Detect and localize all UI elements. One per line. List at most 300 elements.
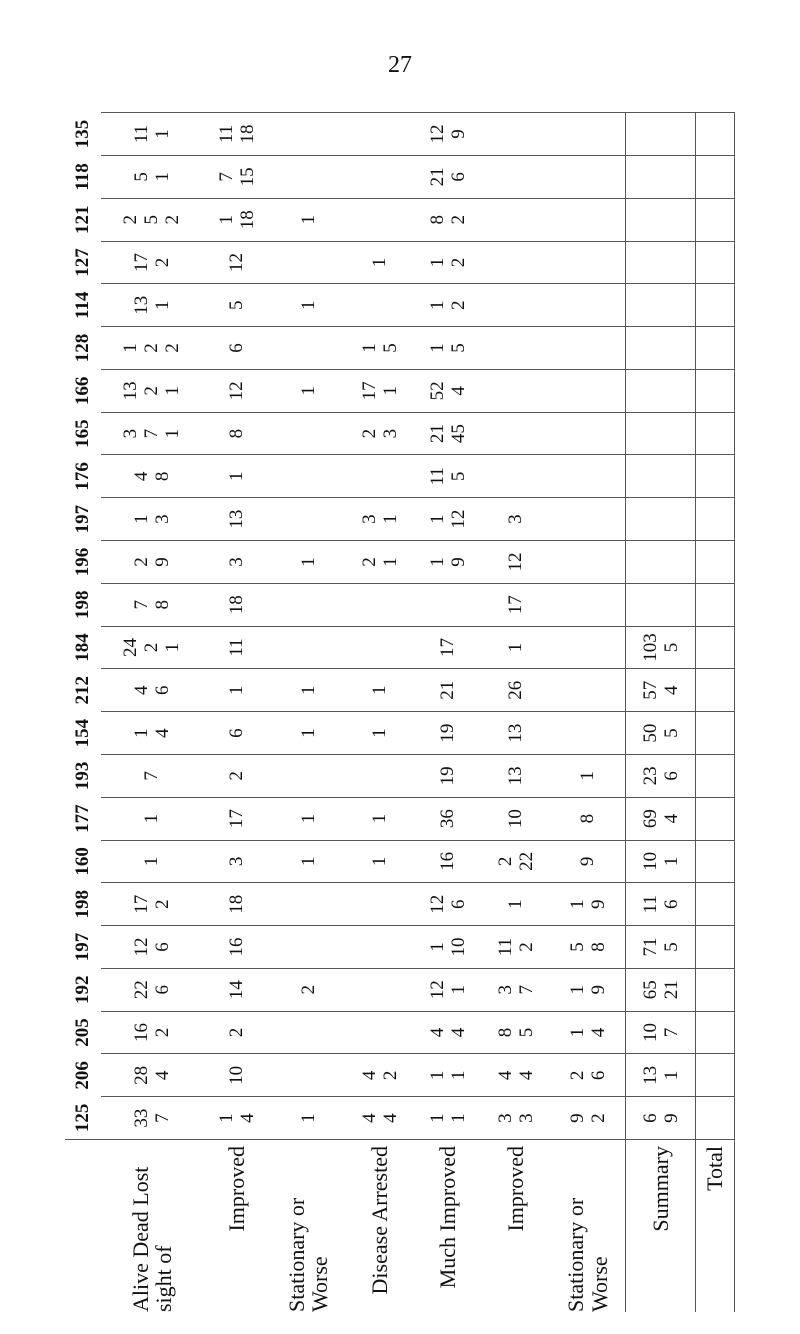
column-header: 127 [71, 248, 93, 277]
cell-value: 4 [130, 471, 152, 482]
cell-value: 1 [215, 1113, 237, 1123]
data-cell [271, 498, 346, 541]
data-cell [482, 968, 550, 1011]
data-cell [482, 840, 550, 883]
cell-value: 4 [587, 1027, 609, 1038]
cell-value: 10 [639, 851, 661, 871]
column-header: 114 [71, 291, 93, 319]
cell-value: 12 [226, 252, 248, 272]
data-cell [346, 669, 414, 712]
cell-value: 11 [426, 467, 448, 486]
column-header: 165 [71, 419, 93, 448]
data-cell [271, 455, 346, 498]
data-cell [271, 1011, 346, 1054]
cell-value: 3 [151, 514, 173, 524]
data-cell [550, 669, 626, 712]
data-cell [695, 284, 734, 327]
row-label-text: Stationary or Worse [563, 1197, 612, 1312]
data-cell [626, 455, 696, 498]
data-cell [482, 455, 550, 498]
data-cell [101, 754, 203, 797]
cell-value: 12 [426, 980, 448, 1000]
cell-value: 5 [379, 343, 401, 353]
data-cell [626, 669, 696, 712]
data-cell [271, 669, 346, 712]
cell-value: 13 [639, 1065, 661, 1085]
data-cell [203, 1011, 271, 1054]
data-cell [101, 669, 203, 712]
cell-value: 1 [151, 172, 173, 182]
data-cell [626, 1097, 696, 1140]
cell-value: 5 [660, 728, 682, 738]
cell-value: 16 [437, 851, 459, 871]
data-cell [626, 156, 696, 199]
data-cell [203, 412, 271, 455]
data-cell [550, 369, 626, 412]
cell-value: 6 [226, 728, 248, 738]
data-cell [695, 1054, 734, 1097]
cell-value: 1 [379, 514, 401, 524]
data-cell [101, 541, 203, 584]
data-cell [346, 498, 414, 541]
data-cell [482, 156, 550, 199]
cell-value: 1 [505, 642, 527, 653]
data-cell [271, 754, 346, 797]
data-cell [482, 1054, 550, 1097]
cell-value: 1 [120, 343, 142, 353]
data-cell [695, 669, 734, 712]
data-cell [203, 669, 271, 712]
cell-value: 21 [437, 680, 459, 700]
column-header: 118 [71, 163, 93, 191]
data-cell [482, 198, 550, 241]
cell-value: 6 [151, 942, 173, 952]
column-header: 160 [71, 847, 93, 876]
table-row [101, 113, 203, 1313]
cell-value: 1 [447, 985, 469, 995]
row-label-text: Total [702, 1146, 728, 1191]
data-cell [346, 1097, 414, 1140]
cell-value: 1 [660, 1070, 682, 1081]
data-cell [695, 412, 734, 455]
cell-value: 1 [426, 300, 448, 311]
data-cell [626, 583, 696, 626]
data-cell [203, 583, 271, 626]
data-cell [550, 626, 626, 669]
cell-value: 11 [130, 124, 152, 144]
data-cell [550, 583, 626, 626]
data-cell [550, 840, 626, 883]
cell-value: 3 [358, 514, 380, 524]
cell-value: 7 [141, 428, 163, 439]
data-cell [626, 541, 696, 584]
cell-value: 26 [505, 680, 527, 700]
cell-value: 1 [297, 300, 319, 311]
cell-value: 19 [437, 766, 459, 786]
data-cell [346, 284, 414, 327]
data-cell [346, 968, 414, 1011]
data-cell [101, 455, 203, 498]
cell-value: 11 [215, 124, 237, 144]
cell-value: 7 [660, 1027, 682, 1038]
cell-value: 2 [447, 300, 469, 311]
cell-value: 1 [369, 813, 391, 824]
data-cell [346, 1054, 414, 1097]
cell-value: 4 [447, 386, 469, 396]
data-cell [203, 926, 271, 969]
data-cell [203, 156, 271, 199]
data-cell [482, 498, 550, 541]
cell-value: 6 [151, 985, 173, 995]
data-cell [550, 712, 626, 755]
row-label [271, 1140, 346, 1313]
cell-value: 3 [226, 557, 248, 567]
data-cell [626, 498, 696, 541]
cell-value: 16 [226, 937, 248, 957]
cell-value: 6 [639, 1113, 661, 1123]
cell-value: 5 [141, 214, 163, 225]
data-cell [695, 840, 734, 883]
cell-value: 1 [297, 214, 319, 225]
data-cell [695, 113, 734, 156]
cell-value: 2 [141, 343, 163, 353]
data-cell [695, 198, 734, 241]
cell-value: 22 [515, 851, 537, 871]
cell-value: 1 [426, 343, 448, 353]
cell-value: 1 [426, 257, 448, 268]
cell-value: 5 [447, 471, 469, 482]
data-cell [346, 156, 414, 199]
cell-value: 5 [226, 300, 248, 311]
row-label-text: Disease Arrested [367, 1146, 393, 1295]
column-header: 196 [71, 547, 93, 577]
data-cell [203, 626, 271, 669]
cell-value: 8 [226, 428, 248, 439]
header-spacer [65, 1140, 101, 1313]
row-label [346, 1140, 414, 1313]
data-cell [695, 968, 734, 1011]
data-cell [271, 626, 346, 669]
cell-value: 1 [162, 428, 184, 439]
cell-value: 7 [515, 985, 537, 995]
cell-value: 13 [130, 295, 152, 315]
cell-value: 7 [151, 1113, 173, 1123]
cell-value: 4 [660, 685, 682, 696]
data-cell [271, 883, 346, 926]
cell-value: 13 [505, 723, 527, 743]
cell-value: 7 [141, 771, 163, 781]
cell-value: 3 [494, 985, 516, 995]
cell-value: 1 [660, 856, 682, 867]
data-cell [203, 840, 271, 883]
data-cell [346, 369, 414, 412]
data-cell [271, 926, 346, 969]
row-label [695, 1140, 734, 1313]
cell-value: 9 [587, 899, 609, 909]
data-cell [695, 583, 734, 626]
data-cell [695, 797, 734, 840]
cell-value: 2 [141, 386, 163, 396]
data-cell [271, 241, 346, 284]
cell-value: 9 [151, 557, 173, 567]
column-header: 121 [71, 205, 93, 234]
data-cell [101, 883, 203, 926]
data-cell [695, 241, 734, 284]
data-cell [101, 156, 203, 199]
cell-value: 9 [587, 985, 609, 995]
cell-value: 1 [141, 813, 163, 824]
data-cell [271, 284, 346, 327]
data-cell [414, 1054, 482, 1097]
cell-value: 1 [426, 557, 448, 567]
cell-value: 1 [358, 343, 380, 353]
data-cell [346, 241, 414, 284]
row-label-text: Improved [503, 1146, 529, 1232]
data-cell [550, 797, 626, 840]
cell-value: 2 [151, 257, 173, 268]
data-cell [346, 754, 414, 797]
data-cell [203, 541, 271, 584]
data-cell [626, 926, 696, 969]
data-cell [414, 1097, 482, 1140]
cell-value: 1 [151, 300, 173, 311]
cell-value: 71 [639, 937, 661, 957]
statistics-table [65, 112, 735, 1312]
data-cell [626, 412, 696, 455]
cell-value: 8 [426, 214, 448, 225]
cell-value: 22 [130, 980, 152, 1000]
table-row [550, 113, 626, 1313]
cell-value: 17 [130, 252, 152, 272]
data-cell [271, 1097, 346, 1140]
data-cell [346, 626, 414, 669]
data-cell [346, 883, 414, 926]
cell-value: 21 [660, 980, 682, 1000]
data-cell [101, 198, 203, 241]
cell-value: 6 [447, 172, 469, 182]
cell-value: 6 [151, 685, 173, 696]
data-cell [203, 1097, 271, 1140]
data-cell [626, 968, 696, 1011]
data-cell [346, 712, 414, 755]
data-cell [414, 712, 482, 755]
data-cell [203, 113, 271, 156]
data-cell [550, 156, 626, 199]
data-cell [271, 712, 346, 755]
data-cell [695, 1097, 734, 1140]
data-cell [346, 327, 414, 370]
data-cell [550, 968, 626, 1011]
cell-value: 1 [226, 471, 248, 482]
data-cell [550, 455, 626, 498]
data-cell [203, 498, 271, 541]
cell-value: 2 [358, 557, 380, 567]
cell-value: 1 [369, 685, 391, 696]
cell-value: 1 [151, 129, 173, 139]
cell-value: 1 [297, 386, 319, 396]
cell-value: 17 [358, 381, 380, 401]
cell-value: 4 [130, 685, 152, 696]
data-cell [482, 797, 550, 840]
data-cell [346, 840, 414, 883]
cell-value: 1 [505, 899, 527, 909]
data-cell [550, 883, 626, 926]
cell-value: 4 [358, 1113, 380, 1123]
data-cell [414, 883, 482, 926]
cell-value: 2 [447, 257, 469, 268]
data-cell [101, 840, 203, 883]
cell-value: 1 [566, 1027, 588, 1038]
cell-value: 17 [226, 809, 248, 829]
cell-value: 3 [226, 856, 248, 867]
data-cell [626, 712, 696, 755]
cell-value: 8 [151, 599, 173, 610]
cell-value: 17 [130, 894, 152, 914]
data-cell [550, 198, 626, 241]
data-cell [101, 1054, 203, 1097]
data-cell [482, 541, 550, 584]
cell-value: 1 [297, 856, 319, 867]
cell-value: 18 [236, 210, 258, 230]
column-header: 197 [71, 932, 93, 962]
cell-value: 11 [639, 895, 661, 914]
data-cell [414, 583, 482, 626]
data-cell [626, 1054, 696, 1097]
cell-value: 1 [426, 514, 448, 524]
cell-value: 2 [515, 942, 537, 952]
cell-value: 12 [505, 552, 527, 572]
data-cell [101, 583, 203, 626]
cell-value: 21 [426, 167, 448, 187]
column-header: 135 [71, 119, 93, 149]
data-cell [101, 797, 203, 840]
column-header: 212 [71, 676, 93, 705]
data-cell [482, 284, 550, 327]
cell-value: 1 [162, 642, 184, 653]
data-cell [414, 498, 482, 541]
cell-value: 1 [379, 386, 401, 396]
data-cell [271, 198, 346, 241]
cell-value: 1 [447, 1070, 469, 1081]
cell-value: 28 [130, 1065, 152, 1085]
data-cell [101, 1011, 203, 1054]
cell-value: 12 [447, 509, 469, 529]
cell-value: 2 [297, 985, 319, 995]
data-cell [482, 669, 550, 712]
cell-value: 6 [226, 343, 248, 353]
row-label [101, 1140, 203, 1313]
data-cell [482, 754, 550, 797]
data-cell [482, 712, 550, 755]
row-label [626, 1140, 696, 1313]
cell-value: 15 [236, 167, 258, 187]
cell-value: 2 [566, 1070, 588, 1081]
data-cell [101, 926, 203, 969]
cell-value: 9 [660, 1113, 682, 1123]
data-cell [695, 156, 734, 199]
column-header: 205 [71, 1018, 93, 1047]
data-cell [482, 1011, 550, 1054]
data-cell [203, 241, 271, 284]
data-cell [414, 626, 482, 669]
cell-value: 36 [437, 809, 459, 829]
data-cell [695, 498, 734, 541]
data-cell [482, 327, 550, 370]
data-cell [346, 926, 414, 969]
cell-value: 9 [447, 557, 469, 567]
table-row [203, 113, 271, 1313]
data-cell [271, 369, 346, 412]
data-cell [101, 712, 203, 755]
cell-value: 19 [437, 723, 459, 743]
cell-value: 2 [141, 642, 163, 653]
cell-value: 16 [130, 1023, 152, 1043]
cell-value: 4 [426, 1027, 448, 1038]
data-cell [550, 541, 626, 584]
column-header: 197 [71, 504, 93, 534]
cell-value: 8 [577, 813, 599, 824]
data-cell [626, 754, 696, 797]
data-cell [414, 968, 482, 1011]
cell-value: 18 [226, 595, 248, 615]
cell-value: 13 [120, 381, 142, 401]
data-cell [482, 369, 550, 412]
cell-value: 1 [426, 942, 448, 952]
data-cell [101, 113, 203, 156]
cell-value: 8 [587, 942, 609, 952]
cell-value: 6 [660, 899, 682, 909]
data-cell [695, 455, 734, 498]
data-cell [482, 583, 550, 626]
cell-value: 18 [226, 894, 248, 914]
data-cell [626, 1011, 696, 1054]
column-header-row [65, 113, 101, 1313]
cell-value: 4 [447, 1027, 469, 1038]
row-label-text: Alive Dead Lost sight of [127, 1166, 176, 1312]
cell-value: 2 [379, 1070, 401, 1081]
data-cell [101, 412, 203, 455]
data-cell [346, 113, 414, 156]
cell-value: 45 [447, 424, 469, 444]
data-cell [482, 113, 550, 156]
cell-value: 21 [426, 424, 448, 444]
cell-value: 4 [515, 1070, 537, 1081]
data-cell [203, 968, 271, 1011]
column-header: 125 [71, 1103, 93, 1133]
table-row [626, 113, 696, 1313]
cell-value: 2 [162, 214, 184, 225]
data-cell [550, 1054, 626, 1097]
data-cell [626, 797, 696, 840]
cell-value: 2 [447, 214, 469, 225]
cell-value: 10 [447, 937, 469, 957]
data-cell [101, 241, 203, 284]
cell-value: 1 [297, 685, 319, 696]
data-cell [550, 926, 626, 969]
cell-value: 9 [566, 1113, 588, 1123]
cell-value: 12 [426, 124, 448, 144]
row-label-text: Summary [647, 1146, 673, 1232]
data-cell [695, 712, 734, 755]
data-cell [414, 327, 482, 370]
row-label [203, 1140, 271, 1313]
cell-value: 6 [587, 1070, 609, 1081]
data-cell [414, 455, 482, 498]
data-cell [695, 541, 734, 584]
data-cell [414, 156, 482, 199]
cell-value: 4 [151, 1070, 173, 1081]
cell-value: 14 [226, 980, 248, 1000]
